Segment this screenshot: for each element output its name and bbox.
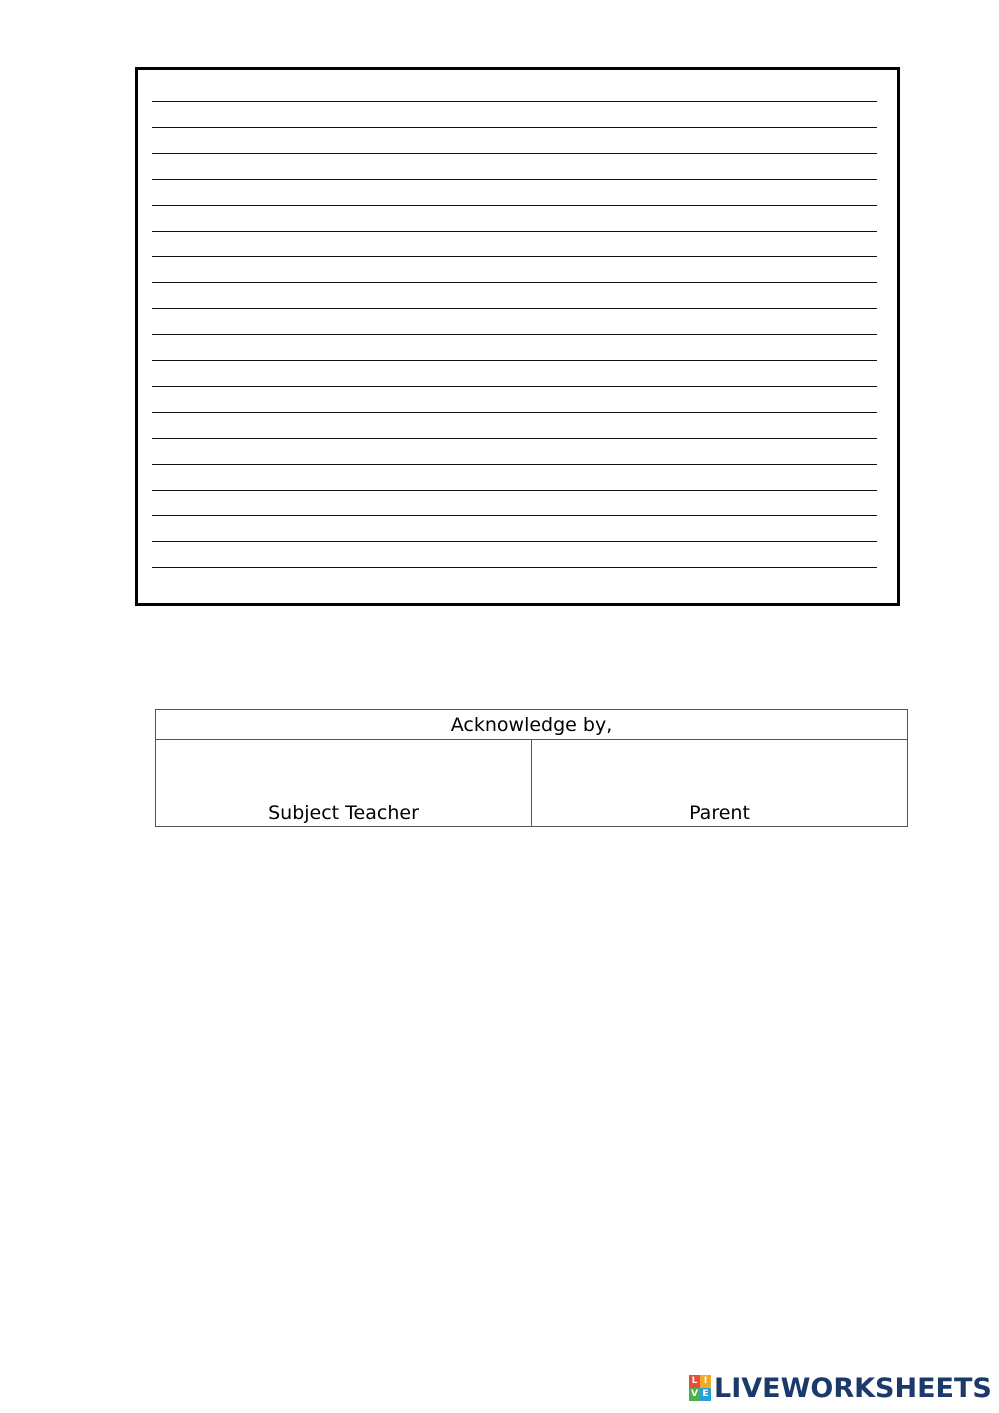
writing-line — [152, 412, 877, 413]
acknowledgement-table — [155, 709, 908, 827]
writing-line — [152, 490, 877, 491]
writing-line — [152, 567, 877, 568]
writing-line — [152, 205, 877, 206]
writing-line — [152, 127, 877, 128]
logo-letter-v: V — [689, 1388, 700, 1401]
writing-line — [152, 464, 877, 465]
writing-line — [152, 256, 877, 257]
writing-line — [152, 515, 877, 516]
writing-line — [152, 360, 877, 361]
writing-line — [152, 153, 877, 154]
logo-letter-i: I — [700, 1375, 711, 1388]
writing-line — [152, 386, 877, 387]
logo-letter-e: E — [700, 1388, 711, 1401]
parent-signature-cell — [532, 740, 908, 827]
writing-area-box — [135, 67, 900, 606]
writing-line — [152, 438, 877, 439]
subject-teacher-label: Subject Teacher — [268, 802, 419, 824]
writing-line — [152, 308, 877, 309]
logo-letter-l: L — [689, 1375, 700, 1388]
acknowledgement-header: Acknowledge by, — [156, 710, 908, 740]
writing-line — [152, 334, 877, 335]
writing-line — [152, 231, 877, 232]
writing-line — [152, 101, 877, 102]
subject-teacher-signature-cell — [156, 740, 532, 827]
writing-line — [152, 541, 877, 542]
parent-label: Parent — [689, 802, 750, 824]
liveworksheets-wordmark: LIVEWORKSHEETS — [714, 1372, 992, 1404]
liveworksheets-icon — [689, 1375, 711, 1401]
writing-line — [152, 179, 877, 180]
writing-line — [152, 282, 877, 283]
liveworksheets-logo — [689, 1371, 992, 1405]
